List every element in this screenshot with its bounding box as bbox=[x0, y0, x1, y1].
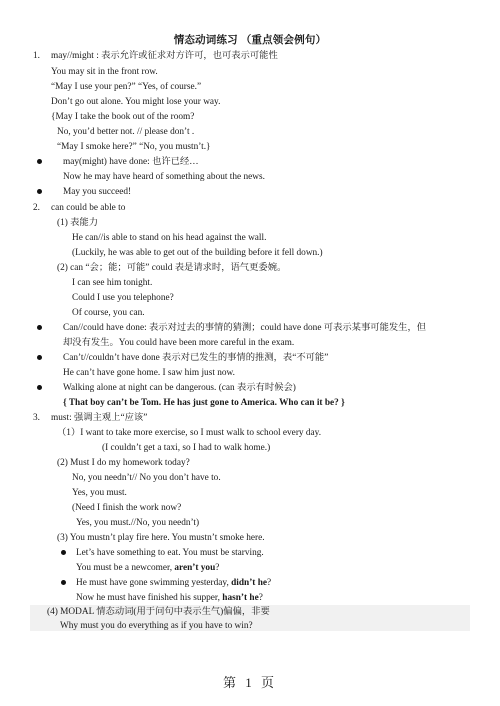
example-line: (Luckily, he was able to get out of the building before it fell down.) bbox=[72, 248, 323, 258]
rule-line: 却没有发生。You could have been more careful in the exam. bbox=[63, 338, 295, 348]
example-line: (I couldn’t get a taxi, so I had to walk home.) bbox=[102, 443, 271, 453]
example-line: “May I use your pen?” “Yes, of course.” bbox=[51, 82, 202, 92]
example-line: I can see him tonight. bbox=[72, 278, 153, 288]
page-title: 情态动词练习 （重点领会例句） bbox=[173, 35, 327, 46]
example-line: He can’t have gone home. I saw him just now. bbox=[63, 368, 235, 378]
bullet-icon bbox=[37, 325, 42, 330]
example-line: Of course, you can. bbox=[72, 308, 145, 318]
section-heading: must: 强调主观上“应该” bbox=[51, 413, 148, 423]
example-line: Don’t go out alone. You might lose your way. bbox=[51, 97, 221, 107]
page-number: 第 1 页 bbox=[222, 675, 277, 690]
rule-line: Can//could have done: 表示对过去的事情的猜测；could have done 可表示某事可能发生，但 bbox=[63, 323, 427, 333]
example-line: Yes, you must.//No, you needn’t) bbox=[76, 518, 200, 528]
section-number: 2. bbox=[33, 203, 40, 213]
example-line: （1）I want to take more exercise, so I must walk to school every day. bbox=[57, 428, 322, 438]
example-line: { That boy can’t be Tom. He has just gone to America. Who can it be? } bbox=[63, 398, 345, 408]
section-number: 1. bbox=[33, 51, 40, 61]
example-line: You may sit in the front row. bbox=[51, 67, 158, 77]
example-line: Yes, you must. bbox=[72, 488, 127, 498]
bullet-icon bbox=[37, 159, 42, 164]
example-line: No, you needn’t// No you don’t have to. bbox=[72, 473, 221, 483]
example-line: He can//is able to stand on his head against the wall. bbox=[72, 233, 267, 243]
subheading: (2) Must I do my homework today? bbox=[57, 458, 190, 468]
example-line: Why must you do everything as if you have to win? bbox=[60, 621, 253, 631]
bullet-icon bbox=[37, 355, 42, 360]
example-line: Let’s have something to eat. You must be starving. bbox=[76, 548, 264, 558]
example-line: Could I use you telephone? bbox=[72, 293, 174, 303]
bullet-icon bbox=[61, 580, 66, 585]
section-number: 3. bbox=[33, 413, 40, 423]
example-line: (Need I finish the work now? bbox=[72, 503, 182, 513]
example-line: No, you’d better not. // please don’t . bbox=[57, 127, 195, 137]
bullet-icon bbox=[37, 189, 42, 194]
section-heading: may//might : 表示允许或征求对方许可，也可表示可能性 bbox=[51, 51, 278, 61]
subheading: (1) 表能力 bbox=[57, 218, 99, 228]
example-line: {May I take the book out of the room? bbox=[51, 112, 195, 122]
bullet-icon bbox=[61, 550, 66, 555]
example-line: May you succeed! bbox=[63, 187, 132, 197]
subheading: (4) MODAL 情态动词(用于问句中表示生气)偏偏，非要 bbox=[47, 607, 270, 617]
example-line: Walking alone at night can be dangerous. (can 表示有时候会) bbox=[63, 383, 296, 393]
example-line: Now he must have finished his supper, hasn’t he? bbox=[76, 593, 263, 603]
example-line: Now he may have heard of something about the news. bbox=[63, 172, 265, 182]
example-line: He must have gone swimming yesterday, didn’t he? bbox=[76, 578, 272, 588]
subheading: (3) You mustn’t play fire here. You mustn’t smoke here. bbox=[57, 533, 265, 543]
section-heading: can could be able to bbox=[51, 203, 126, 213]
rule-line: Can’t//couldn’t have done 表示对已发生的事情的推测，表“不可能” bbox=[63, 353, 329, 363]
example-line: You must be a newcomer, aren’t you? bbox=[76, 563, 220, 573]
bullet-icon bbox=[37, 385, 42, 390]
rule-line: may(might) have done: 也许已经… bbox=[63, 157, 199, 167]
subheading: (2) can “会；能；可能” could 表是请求时，语气更委婉。 bbox=[57, 263, 287, 273]
example-line: “May I smoke here?” “No, you mustn’t.} bbox=[57, 142, 211, 152]
